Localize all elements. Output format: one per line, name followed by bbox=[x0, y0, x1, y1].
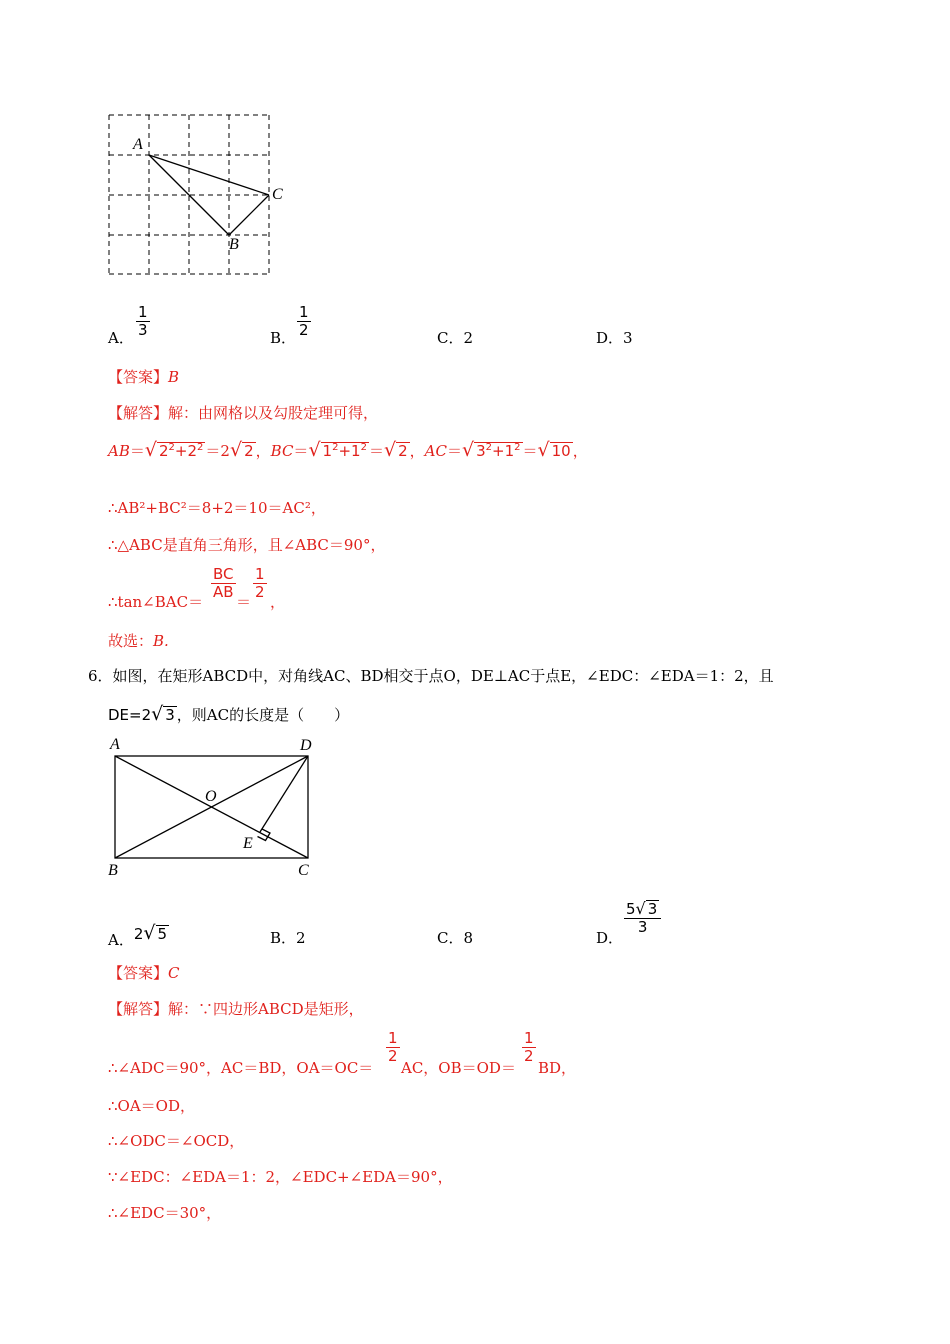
vertex-label-b: B bbox=[229, 236, 239, 253]
vertex-label-c: C bbox=[298, 862, 309, 879]
foot-label-e: E bbox=[243, 835, 253, 852]
q5-a-numerator: 1 bbox=[138, 303, 148, 321]
q5-a-denominator: 3 bbox=[138, 321, 148, 339]
rectangle-diagram bbox=[100, 732, 330, 884]
q5-option-c: C．2 bbox=[437, 329, 474, 347]
q5-solution-intro: 【解答】解：由网格以及勾股定理可得， bbox=[108, 404, 379, 422]
q6-solution-line3: ∴∠ODC＝∠OCD， bbox=[108, 1132, 245, 1150]
q6-option-b: B．2 bbox=[270, 929, 306, 947]
q5-choose-line: 故选：B. bbox=[108, 632, 169, 650]
center-label-o: O bbox=[205, 788, 217, 805]
solution-tag: 【解答】 bbox=[108, 404, 169, 422]
q6-answer bbox=[108, 963, 180, 983]
solution-tag: 【解答】 bbox=[108, 1000, 169, 1018]
segment-de bbox=[260, 756, 308, 832]
q5-option-d: D．3 bbox=[596, 329, 633, 347]
q6-solution-line2: ∴OA＝OD， bbox=[108, 1097, 195, 1115]
q5-b-denominator: 2 bbox=[299, 321, 309, 339]
vertex-label-d: D bbox=[300, 737, 312, 754]
q6-solution-line1: ∴∠ADC＝90°，AC＝BD，OA＝OC＝ $\frac{1}{2}$ AC，OB＝OD＝ $\frac{1}{2}$ BD， bbox=[108, 1029, 577, 1077]
q5-lengths-line: AB＝√ $2^2+2^2 =2√$ 2 ，BC＝√ $1^2+1^2$ ＝√ 2 ，AC＝√ $3^2+1^2$ ＝√ 10 ， bbox=[108, 439, 588, 461]
vertex-label-b: B bbox=[108, 862, 118, 879]
q6-option-c: C．8 bbox=[437, 929, 474, 947]
answer-tag: 【答案】 bbox=[108, 964, 169, 982]
q5-answer bbox=[108, 367, 179, 387]
q6-stem-line1: 6．如图，在矩形ABCD中，对角线AC、BD相交于点O，DE⊥AC于点E，∠EDC：∠EDA＝1：2，且 bbox=[88, 667, 774, 685]
q6-option-a: A．2√ 5 bbox=[108, 922, 168, 949]
vertex-label-a: A bbox=[133, 136, 143, 153]
q6-stem-line2: DE=2√ 3 ，则AC的长度是（ ） bbox=[108, 703, 350, 725]
answer-tag: 【答案】 bbox=[108, 368, 169, 386]
q6-solution-line5: ∴∠EDC＝30°， bbox=[108, 1204, 222, 1222]
q5-right-angle-line: ∴△ABC是直角三角形，且∠ABC＝90°， bbox=[108, 536, 386, 554]
grid-triangle-diagram bbox=[100, 108, 300, 283]
vertex-label-c: C bbox=[272, 186, 283, 203]
q6-solution-line4: ∵∠EDC：∠EDA＝1：2，∠EDC+∠EDA＝90°， bbox=[108, 1168, 453, 1186]
answer-value: C bbox=[168, 964, 180, 982]
q5-b-numerator: 1 bbox=[299, 303, 309, 321]
question-number: 6． bbox=[88, 667, 113, 685]
q6-solution-intro: 【解答】解：∵四边形ABCD是矩形， bbox=[108, 1000, 364, 1018]
vertex-label-a: A bbox=[110, 736, 120, 753]
q5-pythagoras-line: ∴AB²+BC²＝8+2＝10＝AC²， bbox=[108, 499, 326, 517]
answer-value: B bbox=[168, 368, 180, 386]
